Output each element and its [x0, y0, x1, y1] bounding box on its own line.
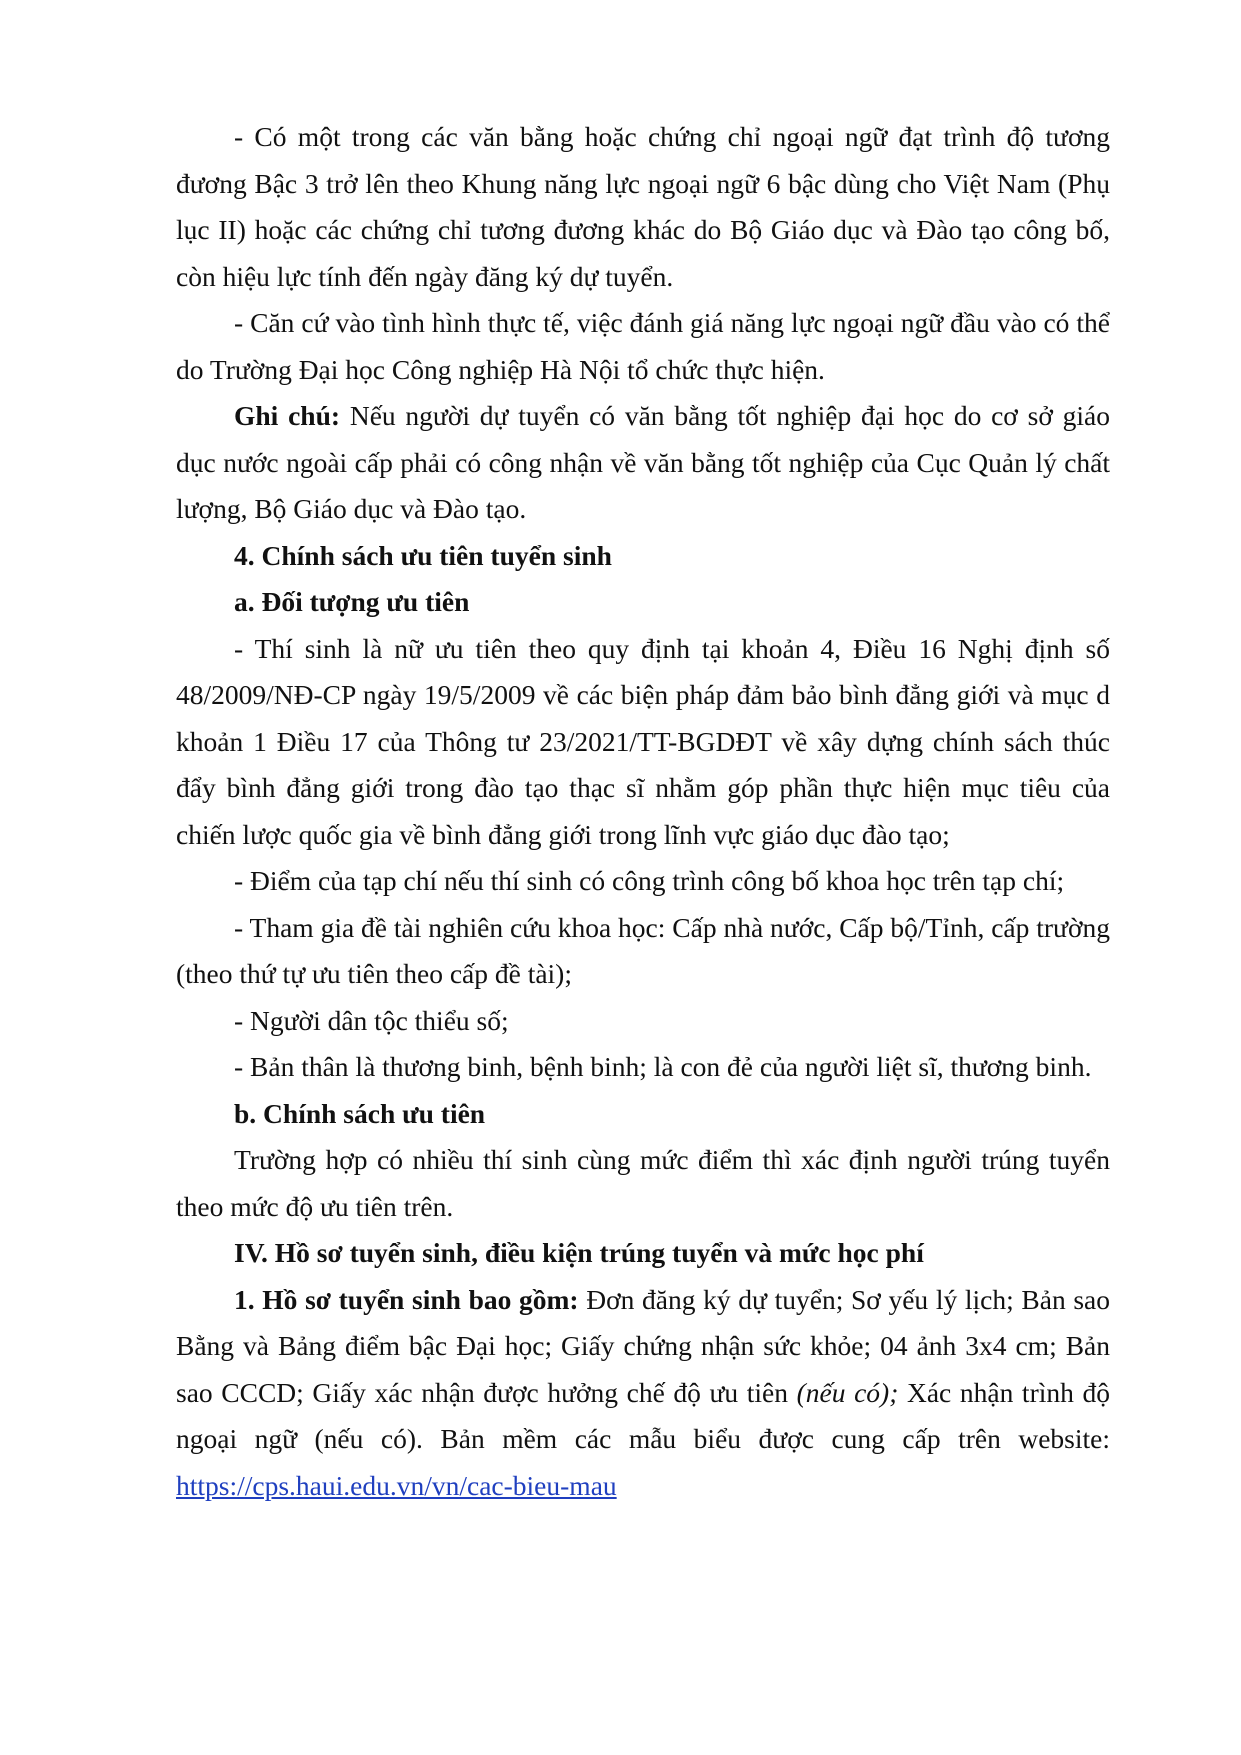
paragraph-language-assessment — [176, 300, 1110, 393]
dossier-label: 1. Hồ sơ tuyển sinh bao gồm: — [234, 1283, 579, 1315]
heading-priority-policy: 4. Chính sách ưu tiên tuyển sinh — [234, 539, 612, 571]
paragraph-tie-breaking — [176, 1137, 1110, 1230]
note-label: Ghi chú: — [234, 400, 341, 431]
list-item-text: - Tham gia đề tài nghiên cứu khoa học: Cấp nhà nước, Cấp bộ/Tỉnh, cấp trường (theo thứ tự ưu tiên theo cấp đề tài); — [176, 911, 1110, 989]
paragraph-text: Trường hợp có nhiều thí sinh cùng mức điểm thì xác định người trúng tuyển theo mức độ ưu tiên trên. — [176, 1144, 1110, 1222]
list-item-research-projects — [176, 905, 1110, 998]
heading-priority-rules: b. Chính sách ưu tiên — [234, 1097, 486, 1129]
paragraph-language-certificate — [176, 114, 1110, 300]
forms-website-link[interactable]: https://cps.haui.edu.vn/vn/cac-bieu-mau — [176, 1469, 617, 1501]
list-item-text: - Bản thân là thương binh, bệnh binh; là con đẻ của người liệt sĩ, thương binh. — [234, 1051, 1092, 1082]
list-item-war-invalids — [176, 1044, 1110, 1091]
paragraph-text: - Căn cứ vào tình hình thực tế, việc đánh giá năng lực ngoại ngữ đầu vào có thể do Trường Đại học Công nghiệp Hà Nội tổ chức thực hiện. — [176, 307, 1110, 385]
list-item-female-candidates — [176, 626, 1110, 859]
dossier-text-part1: Đơn đăng ký dự tuyển; Sơ yếu lý lịch; Bản sao Bằng và Bảng điểm bậc Đại học; Giấy chứng nhận sức khỏe; 04 ảnh 3x4 cm; Bản sao CCCD; Giấy xác nhận được hưởng chế độ ưu tiên — [176, 1283, 1111, 1408]
paragraph-dossier-contents — [176, 1277, 1110, 1510]
paragraph-note — [176, 393, 1110, 533]
dossier-italic-note: (nếu có); — [796, 1376, 899, 1408]
list-item-text: - Điểm của tạp chí nếu thí sinh có công trình công bố khoa học trên tạp chí; — [234, 865, 1065, 896]
dossier-text-part2: Xác nhận trình độ ngoại ngữ (nếu có). Bản mềm các mẫu biểu được cung cấp trên website: — [176, 1376, 1110, 1454]
document-page — [176, 114, 1110, 1509]
list-item-text: - Thí sinh là nữ ưu tiên theo quy định tại khoản 4, Điều 16 Nghị định số 48/2009/NĐ-CP ngày 19/5/2009 về các biện pháp đảm bảo bình đẳng giới và mục d khoản 1 Điều 17 của Thông tư 23/2021/TT-BGDĐT về xây dựng chính sách thúc đẩy bình đẳng giới trong đào tạo thạc sĩ nhằm góp phần thực hiện mục tiêu của chiến lược quốc gia về bình đẳng giới trong lĩnh vực giáo dục đào tạo; — [176, 632, 1110, 850]
note-text: Nếu người dự tuyển có văn bằng tốt nghiệp đại học do cơ sở giáo dục nước ngoài cấp phải có công nhận về văn bằng tốt nghiệp của Cục Quản lý chất lượng, Bộ Giáo dục và Đào tạo. — [176, 400, 1110, 524]
heading-priority-subjects: a. Đối tượng ưu tiên — [234, 586, 470, 617]
list-item-journal-points — [176, 858, 1110, 905]
list-item-ethnic-minority — [176, 998, 1110, 1045]
list-item-text: - Người dân tộc thiểu số; — [234, 1004, 509, 1036]
paragraph-text: - Có một trong các văn bằng hoặc chứng chỉ ngoại ngữ đạt trình độ tương đương Bậc 3 trở lên theo Khung năng lực ngoại ngữ 6 bậc dùng cho Việt Nam (Phụ lục II) hoặc các chứng chỉ tương đương khác do Bộ Giáo dục và Đào tạo công bố, còn hiệu lực tính đến ngày đăng ký dự tuyển. — [176, 121, 1110, 292]
heading-application-dossier: IV. Hồ sơ tuyển sinh, điều kiện trúng tuyển và mức học phí — [234, 1237, 924, 1268]
